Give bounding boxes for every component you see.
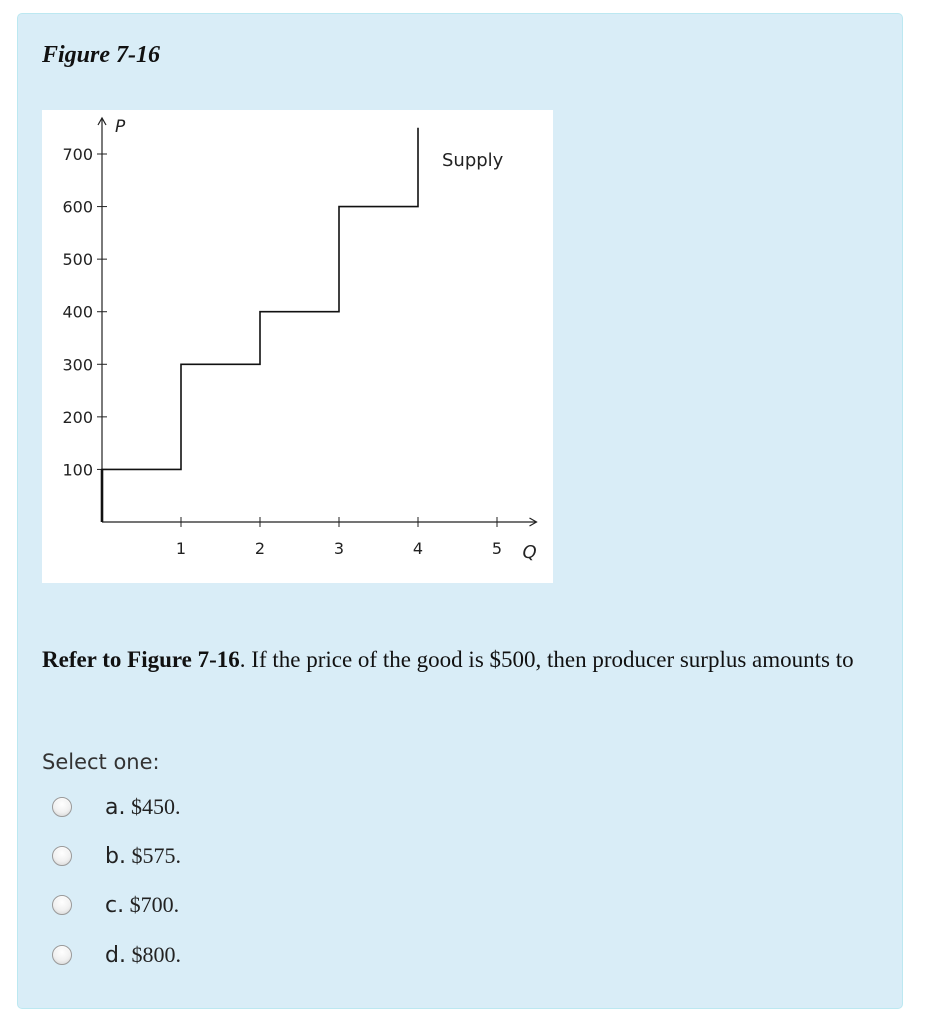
y-tick-label: 300 — [62, 355, 93, 375]
question-body: . If the price of the good is $500, then producer surplus amounts to — [239, 647, 854, 672]
radio-button-b[interactable] — [52, 846, 72, 866]
figure-title: Figure 7-16 — [42, 42, 161, 68]
x-tick-label: 5 — [491, 539, 503, 558]
radio-button-a[interactable] — [52, 797, 72, 817]
option-a-label[interactable] — [105, 794, 180, 820]
question-reference: Refer to Figure 7-16 — [42, 647, 240, 672]
supply-chart — [42, 110, 553, 583]
question-text — [42, 642, 882, 678]
y-tick-label: 100 — [62, 460, 93, 480]
option-a-value: $450. — [130, 794, 181, 819]
radio-button-d[interactable] — [52, 945, 72, 965]
supply-chart-svg — [42, 110, 553, 583]
option-a[interactable] — [52, 792, 180, 822]
y-tick-label: 700 — [62, 145, 93, 165]
option-d-letter: d. — [105, 943, 126, 968]
option-c-label[interactable] — [105, 892, 179, 918]
x-tick-label: 2 — [254, 539, 266, 558]
option-c-letter: c. — [105, 893, 125, 918]
radio-button-c[interactable] — [52, 895, 72, 915]
x-tick-label: 4 — [412, 539, 424, 558]
option-c-value: $700. — [129, 892, 180, 917]
y-axis-label: P — [115, 117, 126, 137]
x-tick-label: 3 — [333, 539, 345, 558]
y-tick-label: 400 — [62, 302, 93, 322]
x-axis-label: Q — [522, 542, 537, 563]
option-d-value: $800. — [131, 942, 181, 967]
option-b-letter: b. — [105, 844, 126, 869]
option-b-value: $575. — [131, 843, 181, 868]
option-d-label[interactable] — [105, 942, 181, 968]
y-tick-label: 200 — [62, 407, 93, 427]
option-d[interactable] — [52, 940, 181, 970]
y-tick-label: 500 — [62, 250, 93, 270]
option-b[interactable] — [52, 841, 181, 871]
x-tick-label: 1 — [175, 539, 187, 558]
option-b-label[interactable] — [105, 843, 181, 869]
option-a-letter: a. — [105, 795, 126, 820]
supply-curve — [102, 128, 418, 522]
select-one-label: Select one: — [42, 750, 160, 774]
supply-label: Supply — [442, 150, 504, 171]
y-tick-label: 600 — [62, 197, 93, 217]
option-c[interactable] — [52, 890, 179, 920]
